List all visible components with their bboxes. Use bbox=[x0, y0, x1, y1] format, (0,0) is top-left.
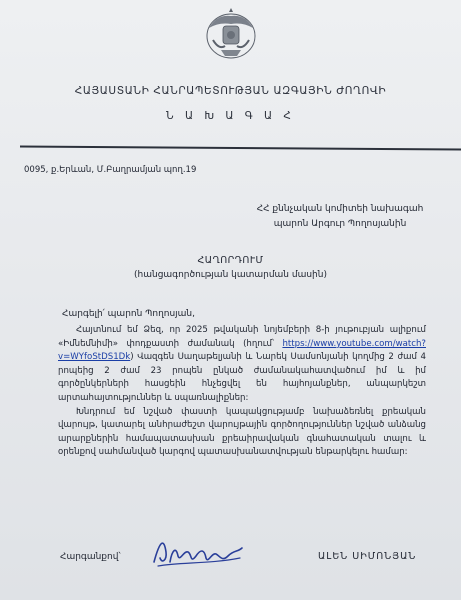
header-divider bbox=[20, 145, 461, 150]
organization-title: ՀԱՅԱՍՏԱՆԻ ՀԱՆՐԱՊԵՏՈՒԹՅԱՆ ԱԶԳԱՅԻՆ ԺՈՂՈՎԻ bbox=[74, 85, 387, 97]
document-subtitle: (հանցագործության կատարման մասին) bbox=[134, 270, 327, 280]
handwritten-signature-icon bbox=[150, 532, 245, 572]
paragraph-report bbox=[58, 324, 426, 406]
paragraph-report-text-1: Հայտնում եմ Ձեզ, որ 2025 թվականի նոյեմբերի 8-ի յութուբյան ալիքում «Իմնեմնիմի» փոդքաստի ժամանակ (հղում՝ bbox=[58, 325, 426, 349]
recipient-name: պարոն Արգուր Պողոսյանին bbox=[273, 219, 407, 229]
coat-of-arms-icon bbox=[203, 6, 259, 62]
salutation: Հարգելի՛ պարոն Պողոսյան, bbox=[62, 309, 195, 319]
letter-body bbox=[58, 324, 426, 460]
sender-address: 0095, ք.Երևան, Մ.Բաղրամյան պող.19 bbox=[24, 165, 197, 175]
paragraph-report-text-2: ) Վազգեն Սաղաթելյանի և Նարեկ Սամսոնյանի կողմից 2 ժամ 4 րոպեից 2 ժամ 23 րոպեն ընկած ժամանակահատվածում իմ և իմ գործընկերների հասցեին հնչեցվել են հայհոյանքներ, անպարկեշտ արտահայտություններ և սպառնալիքներ: bbox=[58, 352, 426, 403]
office-title: Ն Ա Խ Ա Գ Ա Հ bbox=[166, 110, 295, 122]
youtube-link[interactable]: https://www.youtube.com/watch?v=WYfoStDS1Dk bbox=[58, 338, 426, 363]
recipient-title: ՀՀ քննչական կոմիտեի նախագահ bbox=[256, 204, 424, 214]
closing: Հարգանքով՝ bbox=[60, 552, 121, 562]
paragraph-request: Խնդրում եմ նշված փաստի կապակցությամբ նախաձեռնել քրեական վարույթ, կատարել անհրաժեշտ վարույթային գործողություններ նշված անձանց արարքներին համապատասխան քրեաիրավական գնահատական տալու և օրենքով սահմանված կարգով պատասխանատվության ենթարկելու համար: bbox=[58, 406, 426, 458]
document-type: ՀԱՂՈՐԴՈՒՄ bbox=[197, 255, 264, 266]
recipient-block bbox=[230, 202, 450, 232]
signer-name: ԱԼԵՆ ՍԻՄՈՆՅԱՆ bbox=[318, 551, 417, 562]
